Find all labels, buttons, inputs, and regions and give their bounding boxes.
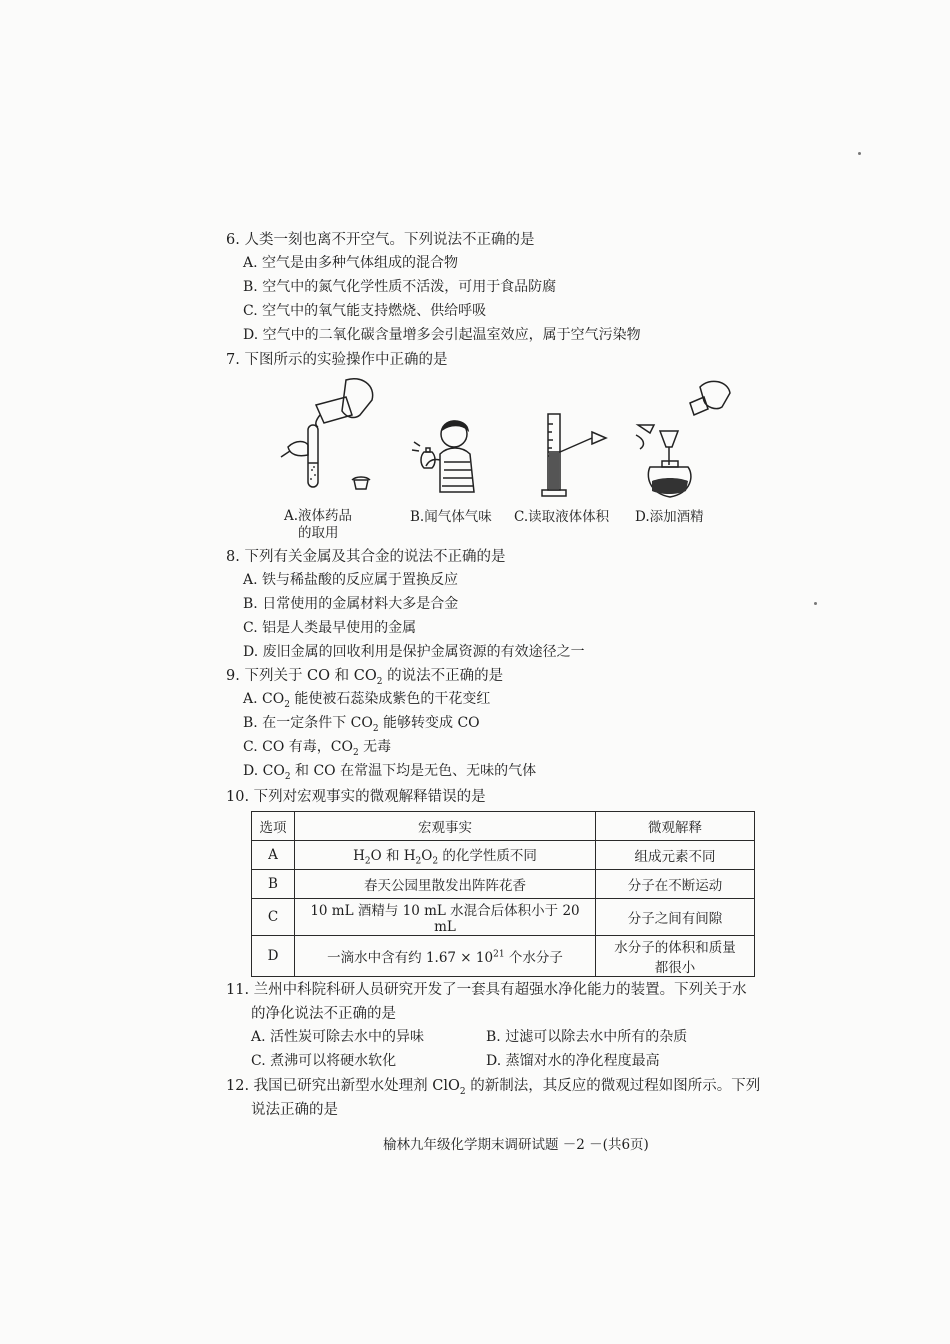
row-explain: 分子之间有间隙 <box>596 899 755 936</box>
q9-option-c: C. CO 有毒，$CO_2$ 无毒 <box>243 739 392 758</box>
table-header-row <box>252 812 755 841</box>
table-row <box>252 899 755 936</box>
question-12-title-line1: 12. 我国已研究出新型水处理剂 ClO$_2$ 的新制法，其反应的微观过程如图所示。下列 <box>226 1078 761 1097</box>
row-option: C <box>252 899 295 936</box>
table-row <box>252 936 755 977</box>
row-explain: 分子在不断运动 <box>596 870 755 899</box>
q9-option-a: A. $CO_2$ 能使被石蕊染成紫色的干花变红 <box>243 691 491 710</box>
row-option: D <box>252 936 295 977</box>
question-8-title: 8. 下列有关金属及其合金的说法不正确的是 <box>226 549 506 565</box>
caption-a-line1: A.液体药品 <box>284 508 353 524</box>
header-micro-explain: 微观解释 <box>596 812 755 841</box>
q9-option-b: B. 在一定条件下 $CO_2$ 能够转变成 CO <box>243 715 480 734</box>
q9-option-d: D. $CO_2$ 和 CO 在常温下均是无色、无味的气体 <box>243 763 537 782</box>
caption-a-line2: 的取用 <box>298 525 339 541</box>
question-6-title: 6. 人类一刻也离不开空气。下列说法不正确的是 <box>226 232 535 248</box>
header-macro-fact: 宏观事实 <box>295 812 596 841</box>
row-fact: 10 mL 酒精与 10 mL 水混合后体积小于 20 mL <box>295 899 596 936</box>
table-row <box>252 841 755 870</box>
smelling-gas-illustration <box>410 412 490 500</box>
q8-option-d: D. 废旧金属的回收利用是保护金属资源的有效途径之一 <box>243 644 585 660</box>
row-explain: 水分子的体积和质量 都很小 <box>596 936 755 977</box>
q8-option-c: C. 铝是人类最早使用的金属 <box>243 620 417 636</box>
caption-c: C.读取液体体积 <box>514 509 610 525</box>
q6-option-b: B. 空气中的氮气化学性质不活泼，可用于食品防腐 <box>243 279 557 295</box>
scan-speck <box>814 602 817 605</box>
row-option: A <box>252 841 295 870</box>
q8-option-a: A. 铁与稀盐酸的反应属于置换反应 <box>243 572 459 588</box>
q6-option-a: A. 空气是由多种气体组成的混合物 <box>243 255 459 271</box>
question-11-title-line1: 11. 兰州中科院科研人员研究开发了一套具有超强水净化能力的装置。下列关于水 <box>226 982 747 998</box>
table-row <box>252 870 755 899</box>
caption-d: D.添加酒精 <box>635 509 704 525</box>
header-option: 选项 <box>252 812 295 841</box>
q11-option-a: A. 活性炭可除去水中的异味 <box>251 1029 425 1045</box>
q11-option-b: B. 过滤可以除去水中所有的杂质 <box>486 1029 688 1045</box>
adding-alcohol-illustration <box>632 375 736 503</box>
q11-option-d: D. 蒸馏对水的净化程度最高 <box>486 1053 660 1069</box>
scan-speck <box>858 152 861 155</box>
row-fact: 一滴水中含有约 $1.67 \times 10^{21}$ 个水分子 <box>295 936 596 977</box>
caption-b: B.闻气体气味 <box>410 509 492 525</box>
row-fact: $H_2O$ 和 $H_2O_2$ 的化学性质不同 <box>295 841 596 870</box>
question-7-title: 7. 下图所示的实验操作中正确的是 <box>226 352 448 368</box>
row-fact: 春天公园里散发出阵阵花香 <box>295 870 596 899</box>
pouring-liquid-illustration <box>276 375 384 495</box>
page-footer: 榆林九年级化学期末调研试题 －2 －(共6页) <box>383 1137 649 1153</box>
question-12-title-line2: 说法正确的是 <box>251 1102 338 1118</box>
row-explain: 组成元素不同 <box>596 841 755 870</box>
question-11-title-line2: 的净化说法不正确的是 <box>251 1006 396 1022</box>
graduated-cylinder-illustration <box>540 410 618 500</box>
question-9-title: 9. 下列关于 CO 和 $CO_2$ 的说法不正确的是 <box>226 668 504 687</box>
q11-option-c: C. 煮沸可以将硬水软化 <box>251 1053 397 1069</box>
row-option: B <box>252 870 295 899</box>
q6-option-c: C. 空气中的氧气能支持燃烧、供给呼吸 <box>243 303 487 319</box>
q8-option-b: B. 日常使用的金属材料大多是合金 <box>243 596 459 612</box>
question-10-title: 10. 下列对宏观事实的微观解释错误的是 <box>226 789 486 805</box>
q10-table <box>251 811 755 977</box>
q6-option-d: D. 空气中的二氧化碳含量增多会引起温室效应，属于空气污染物 <box>243 327 641 343</box>
